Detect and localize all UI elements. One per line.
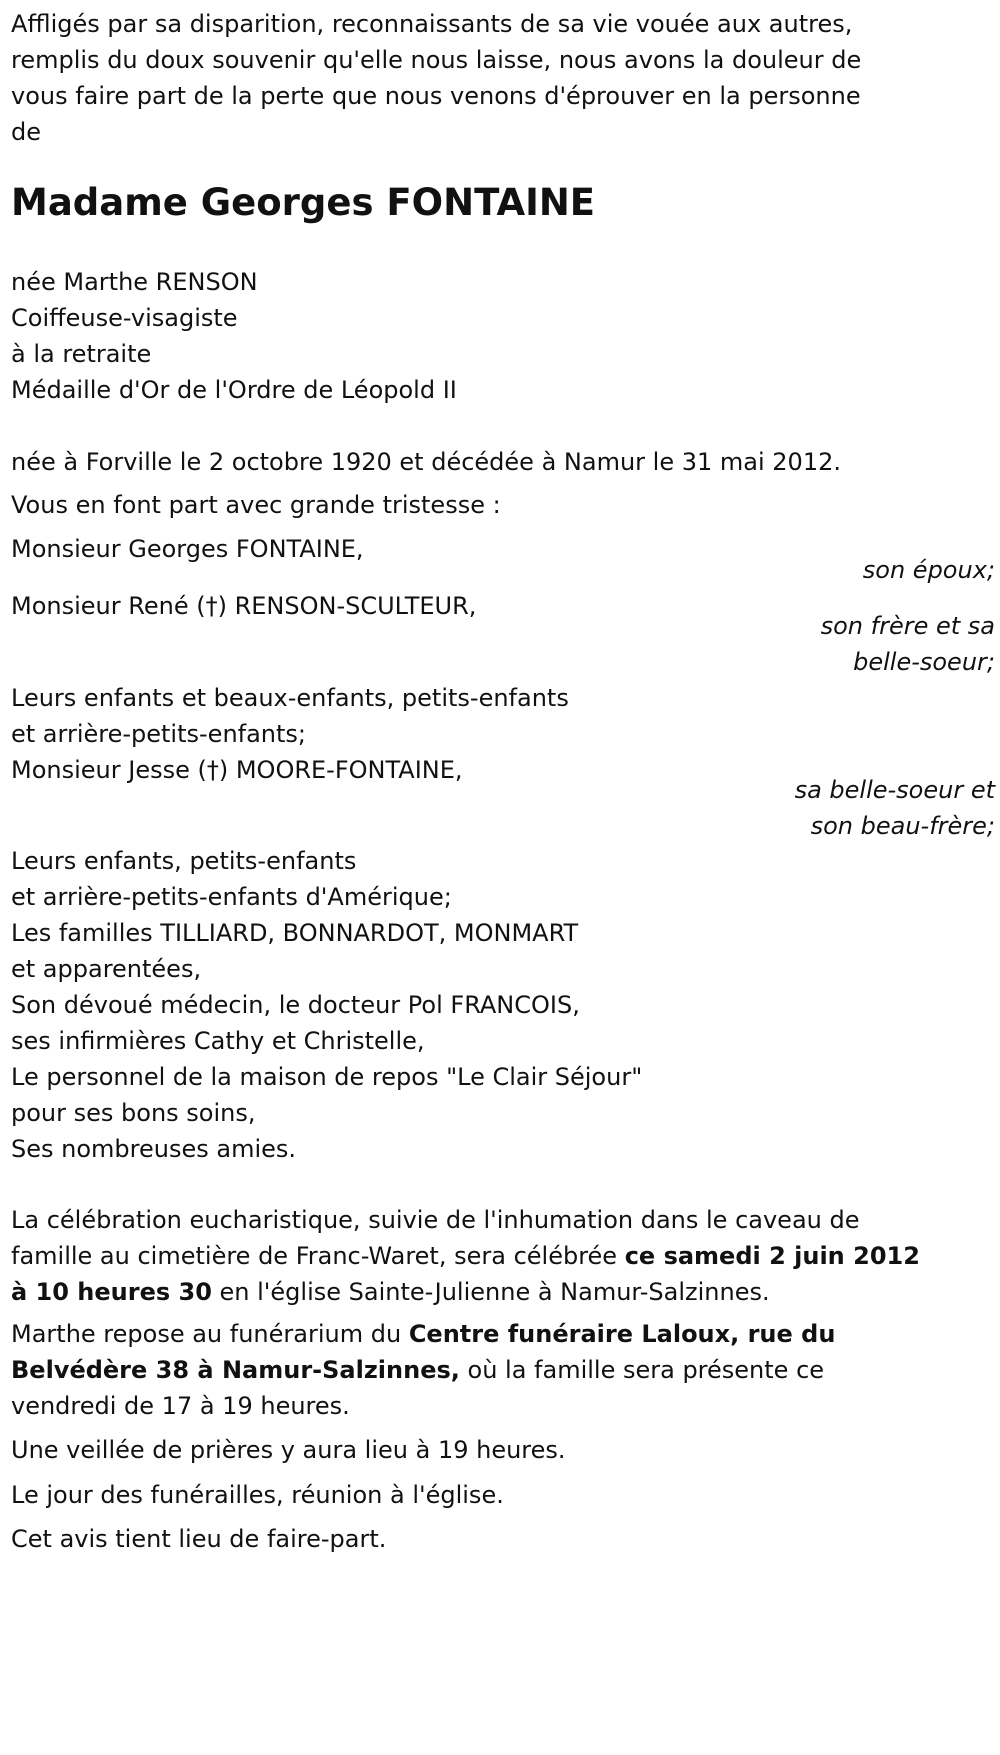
notice: Cet avis tient lieu de faire-part.: [11, 1525, 387, 1553]
us-children-line-1: Leurs enfants, petits-enfants: [11, 847, 357, 875]
families-line-2: et apparentées,: [11, 955, 202, 983]
care: pour ses bons soins,: [11, 1099, 256, 1127]
friends: Ses nombreuses amies.: [11, 1135, 297, 1163]
us-children-line-2: et arrière-petits-enfants d'Amérique;: [11, 883, 452, 911]
funerarium-line-2: [11, 1350, 824, 1390]
ceremony-line-2-text: famille au cimetière de Franc-Waret, sera célébrée: [11, 1242, 625, 1270]
intro-line-2: remplis du doux souvenir qu'elle nous laisse, nous avons la douleur de: [11, 46, 862, 74]
sister-role-1: sa belle-soeur et: [794, 776, 995, 804]
dates: née à Forville le 2 octobre 1920 et décédée à Namur le 31 mai 2012.: [11, 448, 841, 476]
funerarium-line-1: [11, 1314, 835, 1354]
intro-line-3: vous faire part de la perte que nous venons d'éprouver en la personne: [11, 82, 861, 110]
husband-role: son époux;: [862, 556, 995, 584]
funerarium-line-3: vendredi de 17 à 19 heures.: [11, 1392, 350, 1420]
born-name: née Marthe RENSON: [11, 268, 258, 296]
ceremony-line-2: [11, 1236, 920, 1276]
funerarium-presence: où la famille sera présente ce: [459, 1356, 825, 1384]
brother-role-1: son frère et sa: [820, 612, 995, 640]
funerarium-name: Centre funéraire Laloux, rue du: [408, 1320, 836, 1348]
ceremony-line-1: La célébration eucharistique, suivie de l'inhumation dans le caveau de: [11, 1206, 860, 1234]
ceremony-line-3: [11, 1272, 770, 1312]
meeting: Le jour des funérailles, réunion à l'église.: [11, 1481, 504, 1509]
children-line-1: Leurs enfants et beaux-enfants, petits-enfants: [11, 684, 569, 712]
brother: Monsieur René (†) RENSON-SCULTEUR,: [11, 592, 477, 620]
nurses: ses infirmières Cathy et Christelle,: [11, 1027, 425, 1055]
doctor: Son dévoué médecin, le docteur Pol FRANCOIS,: [11, 991, 580, 1019]
ceremony-date: ce samedi 2 juin 2012: [624, 1242, 920, 1270]
medal: Médaille d'Or de l'Ordre de Léopold II: [11, 376, 457, 404]
ceremony-time: à 10 heures 30: [11, 1278, 212, 1306]
families-line-1: Les familles TILLIARD, BONNARDOT, MONMART: [11, 919, 579, 947]
deceased-name: Madame Georges FONTAINE: [11, 181, 596, 224]
children-line-2: et arrière-petits-enfants;: [11, 720, 307, 748]
sister-role-2: son beau-frère;: [810, 812, 995, 840]
retired: à la retraite: [11, 340, 152, 368]
vigil: Une veillée de prières y aura lieu à 19 heures.: [11, 1436, 566, 1464]
funerarium-intro: Marthe repose au funérarium du: [11, 1320, 409, 1348]
husband: Monsieur Georges FONTAINE,: [11, 535, 364, 563]
profession: Coiffeuse-visagiste: [11, 304, 238, 332]
sister: Monsieur Jesse (†) MOORE-FONTAINE,: [11, 756, 463, 784]
staff: Le personnel de la maison de repos "Le Clair Séjour": [11, 1063, 643, 1091]
intro-line-4: de: [11, 118, 41, 146]
ceremony-location: en l'église Sainte-Julienne à Namur-Salzinnes.: [211, 1278, 770, 1306]
family-intro: Vous en font part avec grande tristesse :: [11, 491, 501, 519]
funerarium-address: Belvédère 38 à Namur-Salzinnes,: [11, 1356, 460, 1384]
brother-role-2: belle-soeur;: [853, 648, 995, 676]
intro-line-1: Affligés par sa disparition, reconnaissants de sa vie vouée aux autres,: [11, 10, 853, 38]
